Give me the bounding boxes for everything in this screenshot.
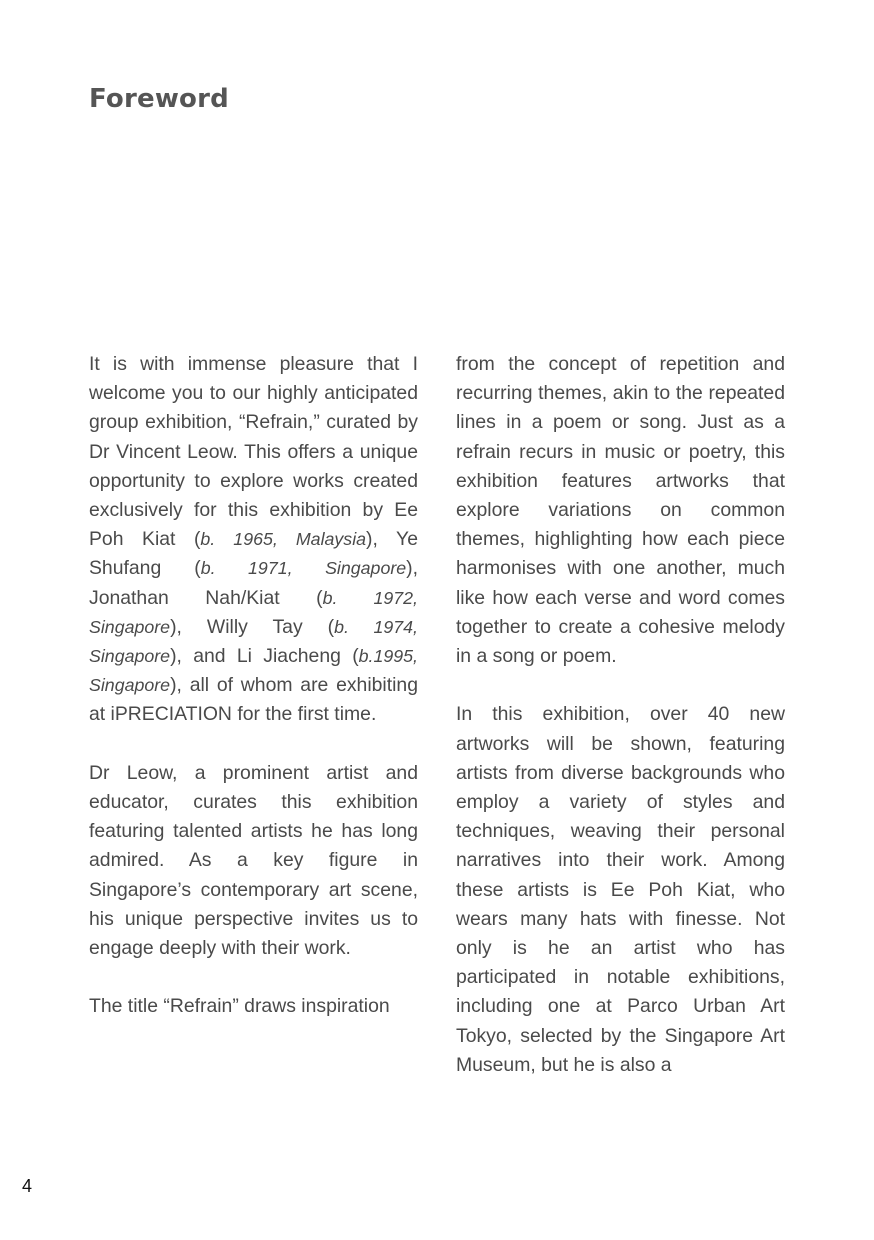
page-title: Foreword xyxy=(89,84,229,114)
artist-birth-willy-tay: b. 1974, Singapore xyxy=(89,616,418,667)
paragraph-refrain-concept: from the concept of repetition and recurring themes, akin to the repeated lines in a poem or song. Just as a refrain recurs in music or poetry, this exhibition features artworks that explore variations on common themes, highlighting how each piece harmonises with one another, much like how each verse and word comes together to create a cohesive melody in a song or poem. xyxy=(456,353,785,668)
paragraph-curator: Dr Leow, a prominent artist and educator, curates this exhibition featuring talented artists he has long admired. As a key figure in Singapore’s contemporary art scene, his unique perspective invites us to engage deeply with their work. xyxy=(89,761,418,960)
intro-text-2: ), Ye Shufang ( xyxy=(89,528,418,580)
right-text-column xyxy=(456,350,785,1080)
intro-text-1: It is with immense pleasure that I welcome you to our highly anticipated group exhibition, “Refrain,” curated by Dr Vincent Leow. This offers a unique opportunity to explore works created exclusively for this exhibition by Ee Poh Kiat ( xyxy=(89,353,418,551)
left-text-column xyxy=(89,350,418,1022)
artist-birth-ye-shufang: b. 1971, Singapore xyxy=(200,558,407,579)
intro-text-3: ), Jonathan Nah/Kiat ( xyxy=(89,557,418,609)
paragraph-artworks: In this exhibition, over 40 new artworks will be shown, featuring artists from diverse backgrounds who employ a variety of styles and techniques, weaving their personal narratives into their work. Among these artists is Ee Poh Kiat, who wears many hats with finesse. Not only is he an artist who has participated in notable exhibitions, including one at Parco Urban Art Tokyo, selected by the Singapore Art Museum, but he is also a xyxy=(456,703,785,1076)
artist-birth-ee-poh-kiat: b. 1965, Malaysia xyxy=(200,529,367,550)
intro-text-5: ), and Li Jiacheng ( xyxy=(170,645,359,668)
artist-birth-jonathan-nah-kiat: b. 1972, Singapore xyxy=(89,587,418,637)
intro-text-4: ), Willy Tay ( xyxy=(170,615,335,638)
intro-text-6: ), all of whom are exhibiting at iPRECIATION for the first time. xyxy=(89,674,418,726)
paragraph-intro xyxy=(89,350,418,730)
paragraph-title-intro: The title “Refrain” draws inspiration xyxy=(89,995,390,1018)
page-number: 4 xyxy=(22,1176,33,1196)
artist-birth-li-jiacheng: b.1995, Singapore xyxy=(89,646,418,696)
